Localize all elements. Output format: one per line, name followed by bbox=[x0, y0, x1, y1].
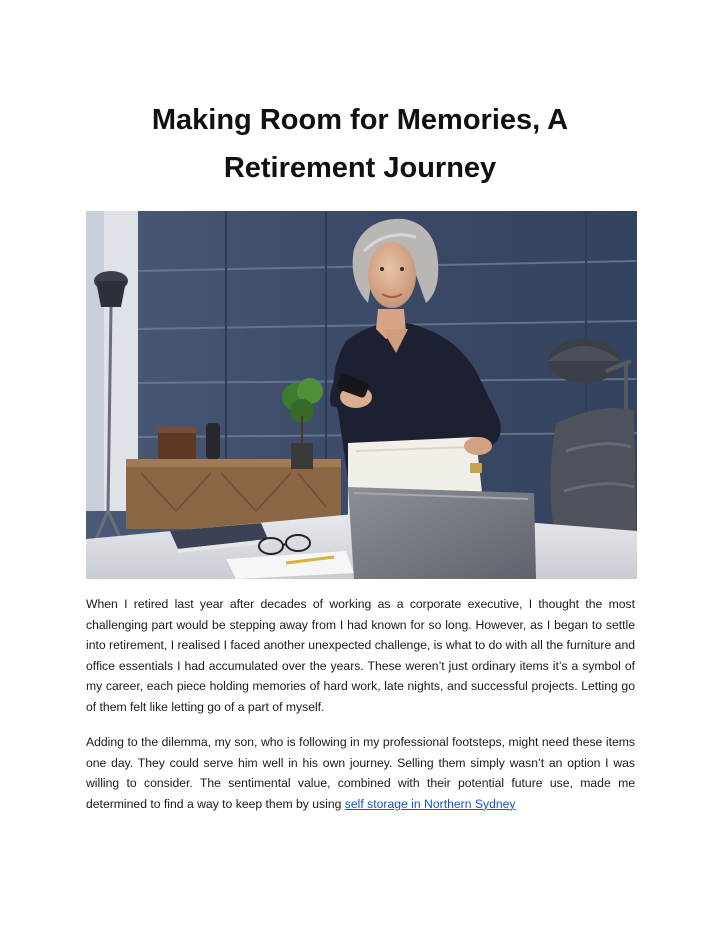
title-line-1: Making Room for Memories, A bbox=[151, 104, 569, 136]
title-line-2: Retirement Journey bbox=[223, 152, 497, 184]
self-storage-link[interactable]: self storage in Northern Sydney bbox=[344, 796, 516, 811]
paragraph-2-text: Adding to the dilemma, my son, who is following in my professional footsteps, might need these items one day. They could serve him well in his own journey. Selling them simply wasn’t an option I was willing to consider. The sentimental value, combined with their potential future use, made me determined to find a way to keep them by using bbox=[86, 735, 635, 811]
paragraph-1: When I retired last year after decades of working as a corporate executive, I thought the most challenging part would be stepping away from I had known for so long. However, as I began to settle into retirement, I realised I faced another unexpected challenge, is what to do with all the furniture and office essentials I had accumulated over the years. These weren’t just ordinary items it’s a symbol of my career, each piece holding memories of hard work, late nights, and successful projects. Letting go of them felt like letting go of a part of myself. bbox=[86, 597, 635, 714]
paragraph-2 bbox=[86, 732, 635, 814]
retiree-office-photo bbox=[86, 211, 637, 579]
document-title bbox=[84, 96, 636, 192]
